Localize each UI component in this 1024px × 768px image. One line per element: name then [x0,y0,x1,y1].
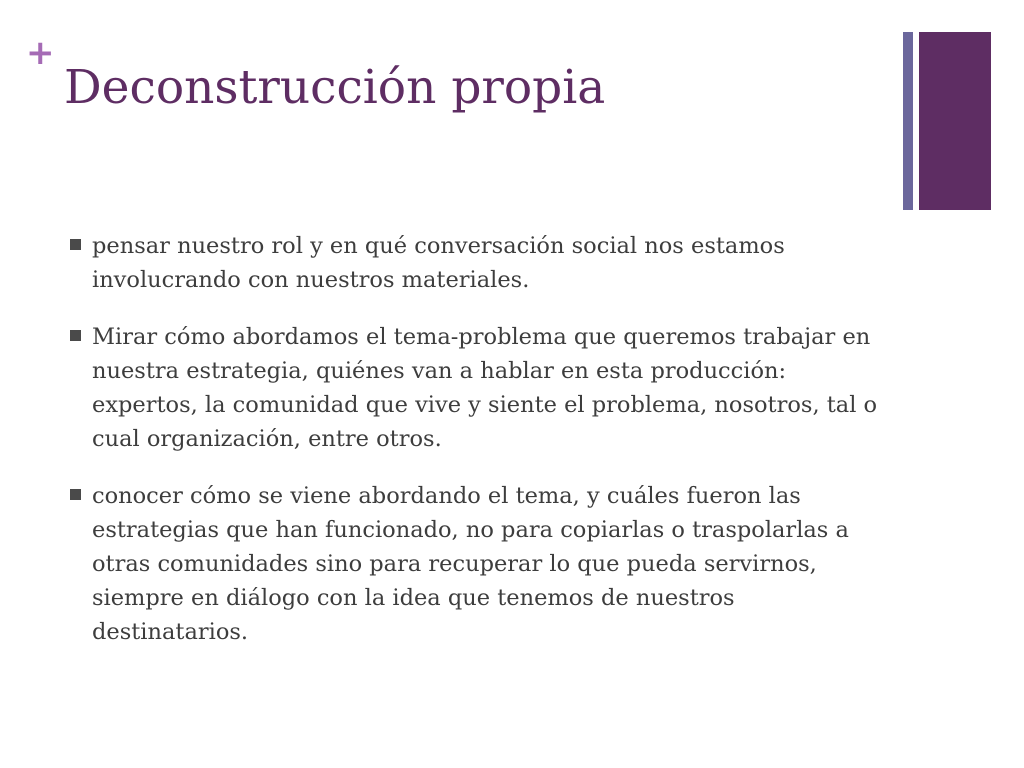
square-bullet-icon [70,489,81,500]
slide-title: Deconstrucción propia [64,60,606,115]
bullet-text: conocer cómo se viene abordando el tema, y cuáles fueron las estrategias que han funcionado, no para copiarlas o traspolarlas a otras comunidades sino para recuperar lo que pueda servirnos, siempre en diálogo con la idea que tenemos de nuestros destinatarios. [92,483,849,645]
bullet-list [66,229,896,672]
square-bullet-icon [70,239,81,250]
accent-bar-thick [919,32,991,210]
accent-bar-thin [903,32,913,210]
plus-decoration-icon: + [26,33,55,73]
bullet-text: pensar nuestro rol y en qué conversación social nos estamos involucrando con nuestros materiales. [92,233,785,293]
square-bullet-icon [70,330,81,341]
bullet-text: Mirar cómo abordamos el tema-problema que queremos trabajar en nuestra estrategia, quiénes van a hablar en esta producción: expertos, la comunidad que vive y siente el problema, nosotros, tal o cual organización, entre otros. [92,324,878,452]
bullet-item [66,229,896,297]
bullet-item [66,479,896,649]
bullet-item [66,320,896,456]
